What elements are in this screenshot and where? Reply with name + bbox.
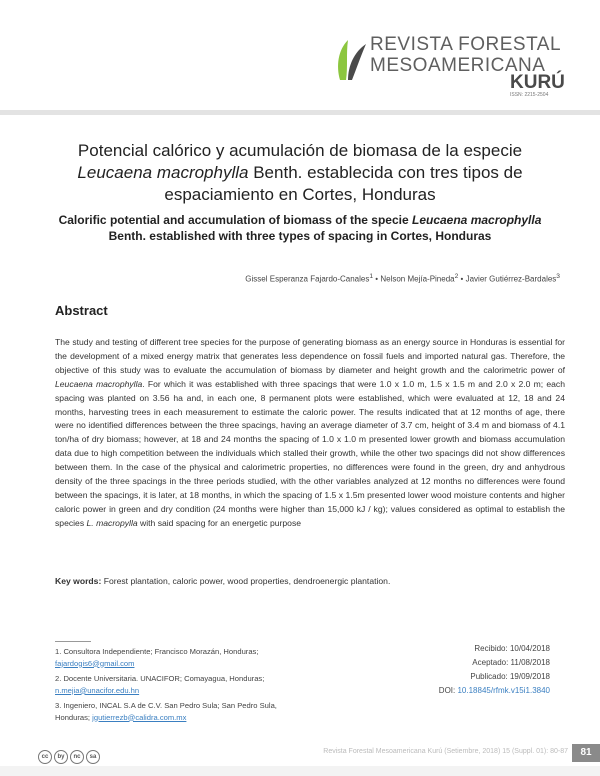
author-list: Gissel Esperanza Fajardo-Canales$^1$ • Nelson Mejía-Pineda$^2$ • Javier Gutiérrez-Bardales$^3$ <box>245 273 560 284</box>
email-link-2[interactable]: n.mejia@unacifor.edu.hn <box>55 685 140 695</box>
doi: DOI: 10.18845/rfmk.v15i1.3840 <box>438 686 550 695</box>
cc-icon: cc <box>38 750 52 764</box>
by-icon: by <box>54 750 68 764</box>
article-dates <box>380 642 550 698</box>
email-link-3[interactable]: jgutierrezb@calidra.com.mx <box>92 712 187 722</box>
footnote-2: 2. Docente Universitaria. UNACIFOR; Comayagua, Honduras; n.mejia@unacifor.edu.hn <box>55 674 265 695</box>
title-spanish: Potencial calórico y acumulación de biomasa de la especie Leucaena macrophylla Benth. establecida con tres tipos de espaciamiento en Cortes, Honduras <box>77 141 523 204</box>
keywords: Key words: Forest plantation, caloric power, wood properties, dendroenergic plantation. <box>55 576 391 586</box>
footnote-1: 1. Consultora Independiente; Francisco Morazán, Honduras; fajardogis6@gmail.com <box>55 647 259 668</box>
nc-icon: nc <box>70 750 84 764</box>
header-divider <box>0 110 600 115</box>
footer-citation: Revista Forestal Mesoamericana Kurú (Setiembre, 2018) 15 (Suppl. 01): 80-87 <box>323 748 568 755</box>
footnote-3: 3. Ingeniero, INCAL S.A de C.V. San Pedro Sula; San Pedro Sula, Honduras; jgutierrezb@calidra.com.mx <box>55 701 277 722</box>
email-link-1[interactable]: fajardogis6@gmail.com <box>55 658 135 668</box>
journal-name-line1: REVISTA FORESTAL <box>370 34 562 55</box>
journal-name-line2: MESOAMERICANA <box>370 55 546 76</box>
page-number: 81 <box>572 744 600 762</box>
sa-icon: sa <box>86 750 100 764</box>
journal-name-line3: KURÚ <box>510 72 565 93</box>
author-2: Nelson Mejía-Pineda <box>380 274 455 284</box>
journal-logo <box>334 32 570 104</box>
received-date: Recibido: 10/04/2018 <box>474 644 550 653</box>
abstract-body: The study and testing of different tree species for the purpose of generating biomass as an energy source in Honduras is essential for the development of a mixed energy matrix that generates less dependence on fossil fuels and imported natural gas. Therefore, the objective of this study was to evaluate the accumulation of biomass by diameter and height growth and the calorimetric power of Leucaena macrophylla. For which it was established with three spacings that were 1.0 x 1.0 m, 1.5 x 1.5 m and 2.0 x 2.0 m; each spacing was planted on 3.56 ha and, in each one, 8 permanent plots were established, which were evaluated at 12, 18 and 24 months, harvesting trees in each measurement to estimate the caloric power. The results indicated that at 12 months of age, there were no identified differences between the three spacings, having an average diameter of 3.7 cm, height of 3.4 m and biomass of 4.1 ton/ha of dry biomass; however, at 18 and 24 months the spacing of 1.0 x 1.0 m presented lower growth and biomass accumulation data due to high competition between the individuals which stalled their growth, while the other two spacings did not show differences between them. In the case of the physical and calorimetric properties, no differences were found in the green, dry and anhydrous density of the three spacings in the three periods studied, with the other variables analyzed at 12 months no differences were found between the spacings, it is later, at 18 months, in which the spacing of 1.5 x 1.5m presented lower wood moisture contents and higher caloric power in green and dry condition (24 months were higher than 15,000 kJ / kg); values considered as optimal to establish the species L. macropylla with said spacing for an energetic purpose <box>55 337 565 528</box>
leaf-logo-icon <box>334 36 368 82</box>
cc-license-badge[interactable] <box>38 745 102 759</box>
accepted-date: Aceptado: 11/08/2018 <box>472 658 550 667</box>
footnote-divider <box>55 641 91 642</box>
author-1: Gissel Esperanza Fajardo-Canales <box>245 274 370 284</box>
footer-bar <box>0 766 600 776</box>
title-english: Calorific potential and accumulation of biomass of the specie Leucaena macrophylla Benth. established with three types of spacing in Cortes, Honduras <box>58 213 542 243</box>
published-date: Publicado: 19/09/2018 <box>470 672 550 681</box>
author-3: Javier Gutiérrez-Bardales <box>465 274 557 284</box>
doi-link[interactable]: 10.18845/rfmk.v15i1.3840 <box>457 686 550 695</box>
abstract-heading: Abstract <box>55 303 108 318</box>
issn: ISSN: 2215-2504 <box>510 92 549 98</box>
